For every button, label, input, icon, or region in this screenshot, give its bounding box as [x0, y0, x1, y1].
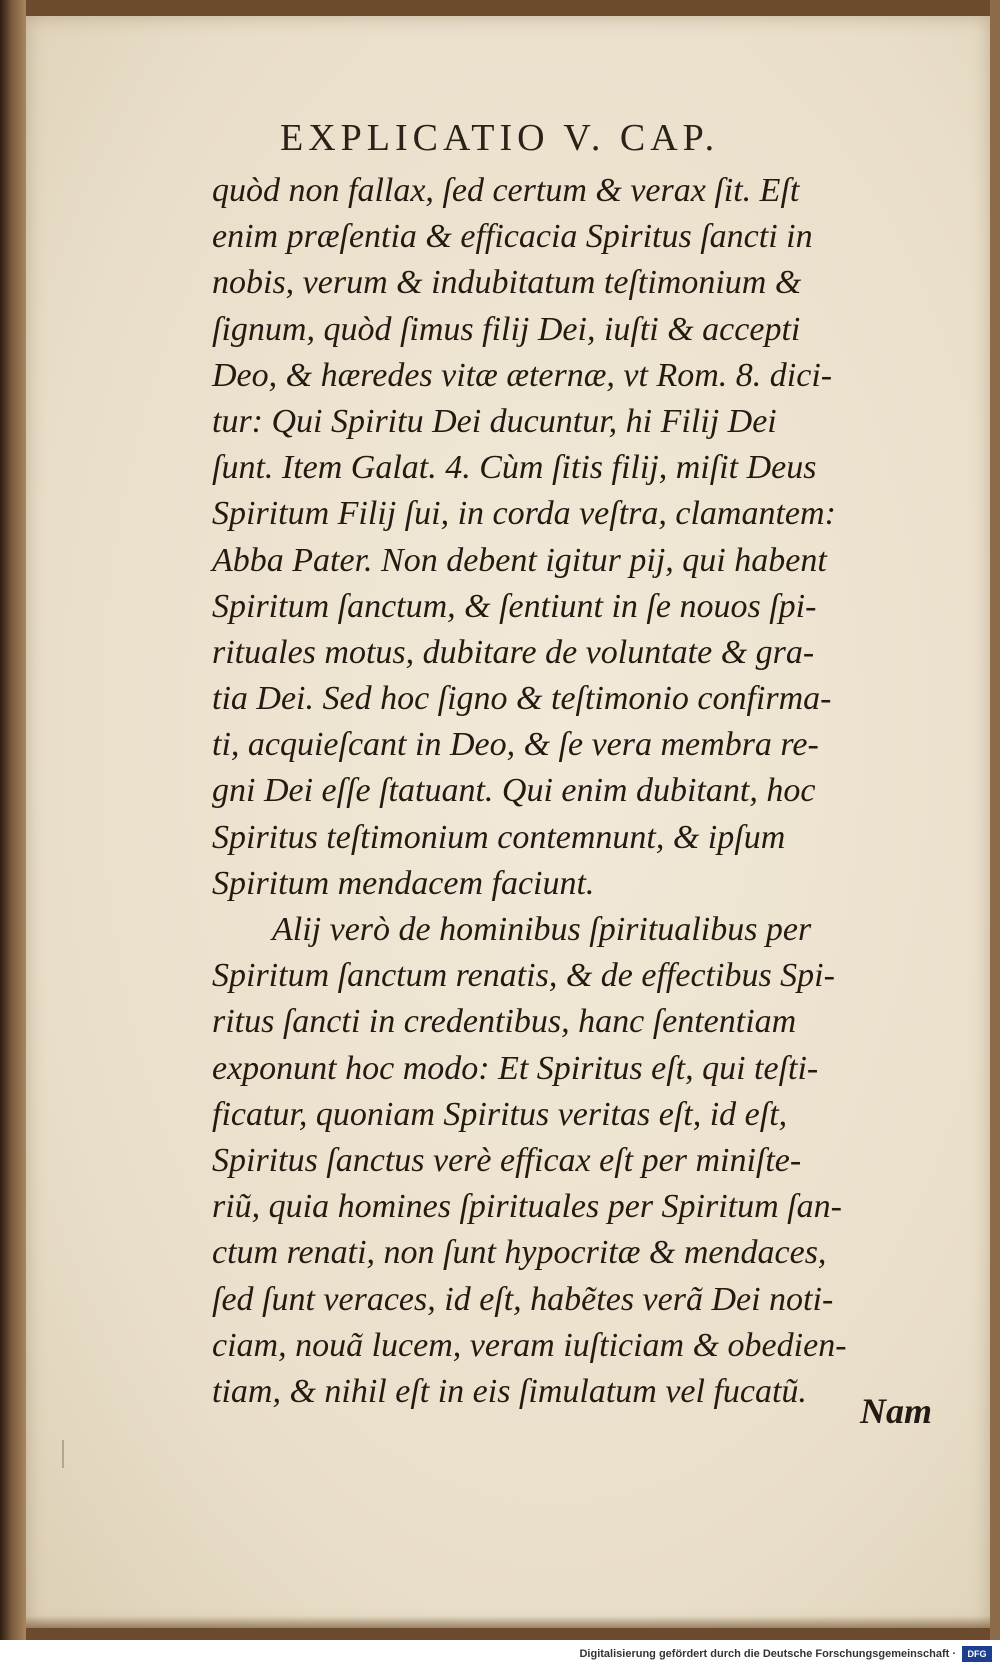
text-line: ctum renati, non ſunt hypocritæ & mendaces, — [212, 1234, 827, 1272]
dfg-logo: DFG — [962, 1646, 992, 1662]
text-line: rituales motus, dubitare de voluntate & gra- — [212, 633, 815, 671]
book-fore-edge — [990, 0, 1000, 1640]
page-bottom-shadow — [26, 1616, 990, 1628]
text-line: enim præſentia & efficacia Spiritus ſancti in — [212, 218, 813, 256]
text-line: riũ, quia homines ſpirituales per Spiritum ſan- — [212, 1188, 842, 1226]
text-line: ciam, nouã lucem, veram iuſticiam & obedien- — [212, 1326, 847, 1364]
paragraph-start-line: Alij verò de hominibus ſpiritualibus per — [272, 911, 812, 948]
text-line: tiam, & nihil eſt in eis ſimulatum vel fucatũ. — [212, 1372, 807, 1410]
text-line: Deo, & hæredes vitæ æternæ, vt Rom. 8. dici- — [212, 356, 833, 394]
text-line: exponunt hoc modo: Et Spiritus eſt, qui teſti- — [212, 1049, 819, 1087]
funding-credit: Digitalisierung gefördert durch die Deutsche Forschungsgemeinschaft · — [579, 1648, 956, 1660]
text-line: tur: Qui Spiritu Dei ducuntur, hi Filij Dei — [212, 402, 777, 440]
margin-mark — [62, 1440, 64, 1468]
text-line: Spiritum ſanctum renatis, & de effectibus Spi- — [212, 957, 835, 995]
text-line: Spiritum mendacem faciunt. — [212, 864, 595, 902]
text-line: nobis, verum & indubitatum teſtimonium & — [212, 264, 802, 302]
text-line: Spiritus teſtimonium contemnunt, & ipſum — [212, 818, 786, 856]
catchword: Nam — [860, 1391, 932, 1431]
text-line: Spiritum ſanctum, & ſentiunt in ſe nouos ſpi- — [212, 587, 817, 625]
text-line: Spiritus ſanctus verè efficax eſt per miniſte- — [212, 1141, 802, 1179]
text-line: gni Dei eſſe ſtatuant. Qui enim dubitant, hoc — [212, 772, 816, 810]
running-head: EXPLICATIO V. CAP. — [280, 117, 720, 159]
text-line: Spiritum Filij ſui, in corda veſtra, clamantem: — [212, 495, 836, 533]
text-line: ti, acquieſcant in Deo, & ſe vera membra re- — [212, 726, 819, 764]
text-line: ficatur, quoniam Spiritus veritas eſt, id eſt, — [212, 1095, 788, 1133]
book-binding-edge — [0, 0, 26, 1640]
text-line: ritus ſancti in credentibus, hanc ſententiam — [212, 1003, 797, 1041]
text-line: quòd non fallax, ſed certum & verax ſit. Eſt — [212, 172, 800, 209]
text-line: ſignum, quòd ſimus filij Dei, iuſti & accepti — [212, 310, 801, 348]
text-line: ſunt. Item Galat. 4. Cùm ſitis filij, miſit Deus — [212, 449, 817, 487]
text-line: Abba Pater. Non debent igitur pij, qui habent — [212, 541, 827, 579]
body-text — [212, 168, 932, 1415]
text-line: ſed ſunt veraces, id eſt, habẽtes verã Dei noti- — [212, 1280, 834, 1318]
text-line: tia Dei. Sed hoc ſigno & teſtimonio confirma- — [212, 680, 832, 718]
